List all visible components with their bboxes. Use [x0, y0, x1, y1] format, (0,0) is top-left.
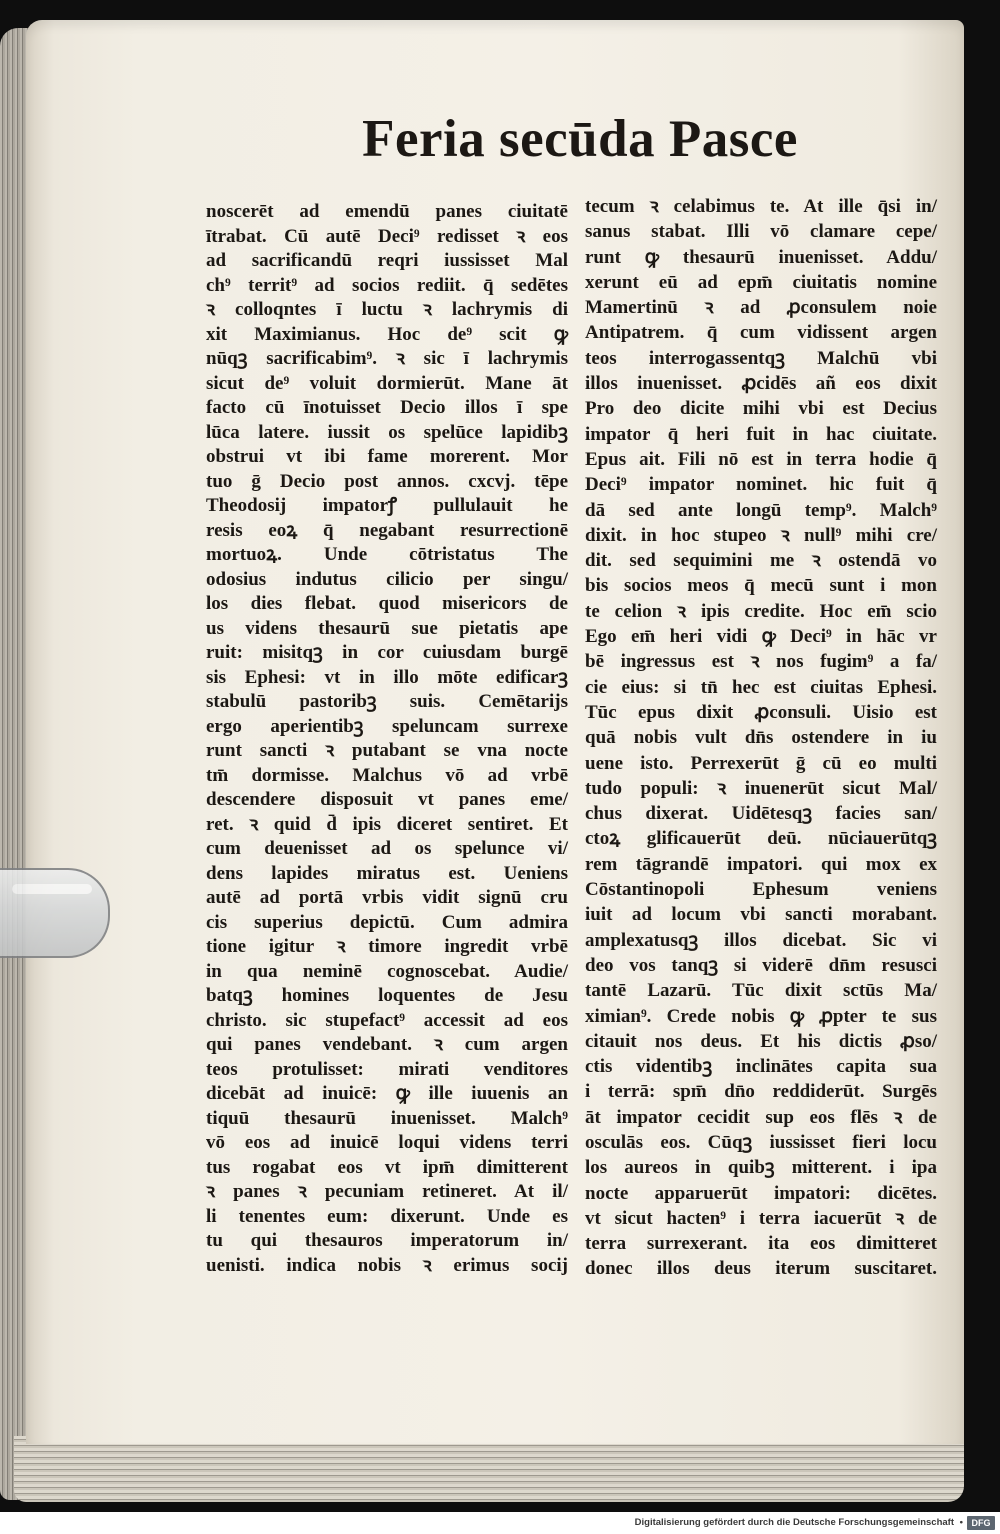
text-line-left: in qua neminē cognoscebat. Audie/ — [206, 960, 568, 982]
text-line-left: autē ad portā vrbis vidit signū cru — [206, 887, 568, 908]
text-line-right: Epus ait. Fili nō est in terra hodie q̄ — [585, 448, 937, 470]
text-line-left: obstrui vt ibi fame morerent. Mor — [206, 446, 568, 467]
text-line-left: sis Ephesi: vt in illo mōte edificarꝫ — [206, 666, 568, 688]
text-line-left: tm̄ dormisse. Malchus vō ad vrbē — [206, 764, 568, 786]
text-line-right: ctoꝝ glificauerūt deū. nūciauerūtqꝫ — [585, 828, 937, 850]
text-line-left: ret. ꝛ quid d̄ ipis diceret sentiret. Et — [206, 813, 568, 835]
text-line-left: li tenentes eum: dixerunt. Unde es — [206, 1205, 568, 1227]
text-line-right: Pro deo dicite mihi vbi est Decius — [585, 398, 937, 420]
text-line-right: āt impator cecidit sup eos flēs ꝛ de — [585, 1106, 937, 1128]
text-line-left: stabulū pastoribꝫ suis. Cemētarijs — [206, 691, 568, 712]
text-line-right: runt ꝙ thesaurū inuenisset. Addu/ — [585, 246, 937, 268]
text-line-right: dit. sed sequimini me ꝛ ostendā vo — [585, 550, 937, 572]
text-line-right: cie eius: si tn̄ hec est ciuitas Ephesi. — [585, 676, 937, 698]
text-line-right: illos inuenisset. ꝓcidēs añ eos dixit — [585, 373, 937, 395]
text-line-right: Antipatrem. q̄ cum vidissent argen — [585, 322, 937, 344]
text-line-left: tuo ḡ Decio post annos. cxcvj. tēpe — [206, 470, 568, 492]
text-line-left: ꝛ panes ꝛ pecuniam retineret. At il/ — [206, 1181, 568, 1202]
text-line-left: tus rogabat eos vt ipm̄ dimitterent — [206, 1156, 568, 1178]
text-line-left: tiquū thesaurū inuenisset. Malch⁹ — [206, 1107, 568, 1129]
text-line-left: odosius indutus cilicio per singu/ — [206, 568, 568, 590]
text-line-left: uenisti. indica nobis ꝛ erimus socij — [206, 1254, 568, 1276]
text-line-left: ꝛ colloqntes ī luctu ꝛ lachrymis di — [206, 299, 568, 320]
text-line-right: Ego em̄ heri vidi ꝙ Deci⁹ in hāc vr — [585, 626, 937, 648]
text-line-right: tantē Lazarū. Tūc dixit sctūs Ma/ — [585, 980, 937, 1002]
text-line-left: resis eoꝝ q̄ negabant resurrectionē — [206, 519, 568, 541]
text-line-right: xerunt eū ad epm̄ ciuitatis nomine — [585, 271, 937, 293]
left-text-column — [206, 200, 568, 1278]
text-line-right: ctis videntibꝫ inclinātes capita sua — [585, 1056, 937, 1078]
text-line-right: chus dixerat. Uidētesqꝫ facies san/ — [585, 803, 937, 825]
text-line-left: sicut de⁹ voluit dormierūt. Mane āt — [206, 372, 568, 394]
text-line-right: iuit ad locum vbi sancti morabant. — [585, 904, 937, 926]
text-line-right: bis socios meos q̄ mecū sunt i mon — [585, 575, 937, 597]
page-stack-bottom — [14, 1436, 964, 1502]
text-line-right: Mamertinū ꝛ ad ꝓconsulem noie — [585, 297, 937, 319]
text-line-left: cum deuenisset ad os spelunce vi/ — [206, 838, 568, 859]
text-line-left: facto cū īnotuisset Decio illos ī spe — [206, 397, 568, 418]
text-line-right: Deci⁹ impator nominet. hic fuit q̄ — [585, 474, 937, 496]
text-line-right: uene isto. Perrexerūt ḡ cū eo multi — [585, 752, 937, 774]
text-line-right: dixit. in hoc stupeo ꝛ null⁹ mihi cre/ — [585, 524, 937, 546]
text-line-left: tu qui thesauros imperatorum in/ — [206, 1230, 568, 1251]
text-line-left: ad sacrificandū reqri iussisset Mal — [206, 250, 568, 271]
text-line-right: quā nobis vult dn̄s ostendere in iu — [585, 727, 937, 749]
text-line-left: xit Maximianus. Hoc de⁹ scit ꝙ — [206, 323, 568, 345]
text-line-right: tudo populi: ꝛ inuenerūt sicut Mal/ — [585, 777, 937, 799]
text-line-right: vt sicut hacten⁹ i terra iacuerūt ꝛ de — [585, 1207, 937, 1229]
text-line-right: los aureos in quibꝫ mitterent. i ipa — [585, 1157, 937, 1179]
text-line-right: rem tāgrandē impatori. qui mox ex — [585, 853, 937, 875]
text-line-right: te celion ꝛ ipis credite. Hoc em̄ scio — [585, 600, 937, 622]
text-line-right: Cōstantinopoli Ephesum veniens — [585, 879, 937, 901]
text-line-right: donec illos deus iterum suscitaret. — [585, 1258, 937, 1280]
text-line-right: i terrā: spm̄ dn̄o reddiderūt. Surgēs — [585, 1081, 937, 1103]
text-line-right: teos interrogassentqꝫ Malchū vbi — [585, 347, 937, 369]
text-line-right: ximian⁹. Crede nobis ꝙ ꝓpter te sus — [585, 1005, 937, 1027]
text-line-left: us videns thesaurū sue pietatis ape — [206, 617, 568, 639]
text-line-left: ruit: misitqꝫ in cor cuiusdam burgē — [206, 642, 568, 663]
text-line-left: ch⁹ territ⁹ ad socios rediit. q̄ sedētes — [206, 274, 568, 296]
text-line-left: los dies flebat. quod misericors de — [206, 593, 568, 614]
text-line-right: tecum ꝛ celabimus te. At ille q̄si in/ — [585, 196, 937, 217]
text-line-left: noscerēt ad emendū panes ciuitatē — [206, 201, 568, 222]
text-line-left: vō eos ad inuicē loqui videns terri — [206, 1132, 568, 1153]
text-line-right: sanus stabat. Illi vō clamare cepe/ — [585, 221, 937, 243]
text-line-left: ergo aperientibꝫ speluncam surrexe — [206, 715, 568, 737]
text-line-right: nocte apparuerūt impatori: dicētes. — [585, 1182, 937, 1204]
bookmark-clip — [0, 868, 110, 958]
text-line-left: dicebāt ad inuicē: ꝙ ille iuuenis an — [206, 1083, 568, 1104]
text-line-right: impator q̄ heri fuit in hac ciuitate. — [585, 423, 937, 445]
digitization-footer — [0, 1512, 1000, 1534]
text-line-right: citauit nos deus. Et his dictis ꝓso/ — [585, 1030, 937, 1052]
text-line-left: runt sancti ꝛ putabant se vna nocte — [206, 740, 568, 761]
text-line-right: bē ingressus est ꝛ nos fugim⁹ a fa/ — [585, 651, 937, 673]
text-line-left: Theodosij impatorꝭ pullulauit he — [206, 495, 568, 516]
text-line-left: cis superius depictū. Cum admira — [206, 911, 568, 933]
text-line-right: amplexatusqꝫ illos dicebat. Sic vi — [585, 929, 937, 951]
text-line-left: dens lapides miratus est. Ueniens — [206, 862, 568, 884]
text-line-left: qui panes vendebant. ꝛ cum argen — [206, 1034, 568, 1055]
text-line-left: batqꝫ homines loquentes de Jesu — [206, 985, 568, 1006]
text-line-left: ītrabat. Cū autē Deci⁹ redisset ꝛ eos — [206, 225, 568, 247]
text-line-right: osculās eos. Cūqꝫ iussisset fieri locu — [585, 1131, 937, 1153]
footer-separator: • — [959, 1517, 963, 1528]
text-line-right: deo vos tanqꝫ si viderē dn̄m resusci — [585, 954, 937, 976]
text-line-right: dā sed ante longū temp⁹. Malch⁹ — [585, 499, 937, 521]
running-title: Feria secūda Pasce — [362, 110, 798, 168]
dfg-logo-icon: DFG — [967, 1516, 995, 1530]
text-line-right: Tūc epus dixit ꝓconsuli. Uisio est — [585, 701, 937, 723]
right-text-column — [585, 194, 937, 1282]
text-line-left: mortuoꝝ. Unde cōtristatus The — [206, 544, 568, 565]
text-line-left: lūca latere. iussit os spelūce lapidibꝫ — [206, 421, 568, 443]
text-line-left: nūqꝫ sacrificabim⁹. ꝛ sic ī lachrymis — [206, 348, 568, 369]
text-line-left: christo. sic stupefact⁹ accessit ad eos — [206, 1009, 568, 1031]
digitization-credit: Digitalisierung gefördert durch die Deutsche Forschungsgemeinschaft — [634, 1517, 954, 1528]
text-line-left: descendere disposuit vt panes eme/ — [206, 789, 568, 810]
text-line-right: terra surrexerant. ita eos dimitteret — [585, 1233, 937, 1255]
text-line-left: teos protulisset: mirati venditores — [206, 1058, 568, 1080]
text-line-left: tione igitur ꝛ timore ingredit vrbē — [206, 936, 568, 957]
